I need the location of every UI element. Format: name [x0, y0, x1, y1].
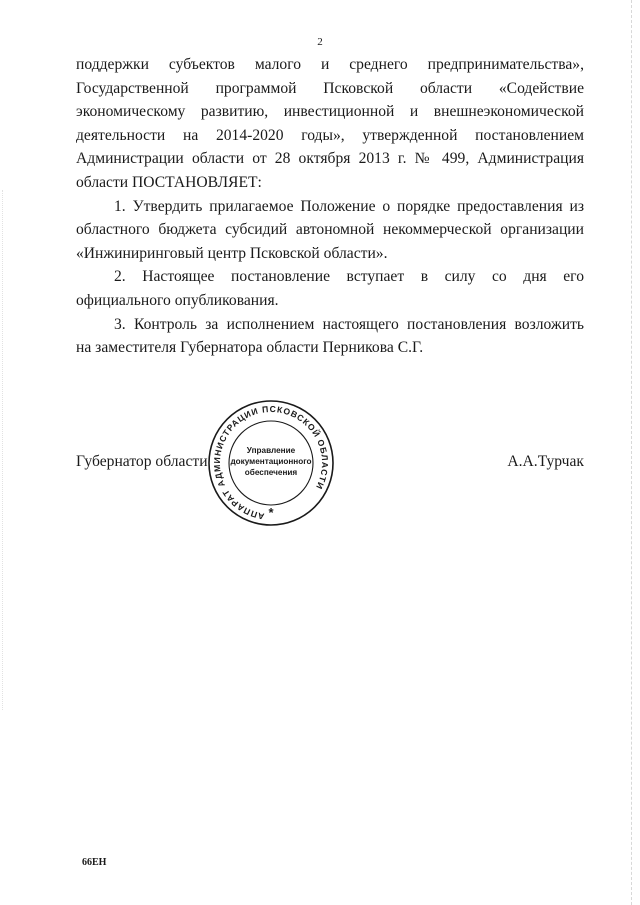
paragraph-item-3 [76, 313, 584, 360]
text-line: экономическому развитию, инвестиционной и внешнеэкономической [76, 103, 584, 121]
text-line: 2. Настоящее постановление вступает в силу со дня его [114, 268, 584, 286]
page-number: 2 [317, 36, 323, 48]
scan-edge [631, 0, 640, 905]
document-body [76, 53, 584, 360]
stamp-star-icon: * [268, 505, 274, 520]
text-line: деятельности на 2014-2020 годы», утвержденной постановлением [76, 126, 584, 144]
stamp-center-line-1: Управление [246, 446, 296, 455]
text-line: Администрации области от 28 октября 2013 г. № 499, Администрация [76, 150, 584, 168]
paragraph-item-2 [76, 265, 584, 312]
text-line: области ПОСТАНОВЛЯЕТ: [76, 173, 262, 191]
paragraph-continuation [76, 53, 584, 195]
text-line: официального опубликования. [76, 291, 279, 309]
stamp-ring-text: АППАРАТ АДМИНИСТРАЦИИ ПСКОВСКОЙ ОБЛАСТИ [211, 403, 331, 522]
document-code: 66ЕН [82, 857, 107, 868]
official-stamp [196, 396, 346, 531]
stamp-center-line-3: обеспечения [244, 468, 298, 477]
scan-edge-left [2, 190, 4, 710]
stamp-center-line-2: документационного [230, 457, 312, 466]
paragraph-item-1 [76, 195, 584, 266]
signatory-name: А.А.Турчак [507, 453, 584, 470]
text-line: «Инжиниринговый центр Псковской области». [76, 244, 388, 262]
text-line: Государственной программой Псковской области «Содействие [76, 79, 584, 97]
text-line: поддержки субъектов малого и среднего предпринимательства», [76, 56, 584, 73]
text-line: 3. Контроль за исполнением настоящего постановления возложить [114, 315, 584, 333]
signatory-position: Губернатор области [76, 453, 208, 470]
text-line: на заместителя Губернатора области Перникова С.Г. [76, 339, 424, 357]
text-line: 1. Утвердить прилагаемое Положение о порядке предоставления из [114, 197, 584, 215]
text-line: областного бюджета субсидий автономной некоммерческой организации [76, 221, 584, 239]
